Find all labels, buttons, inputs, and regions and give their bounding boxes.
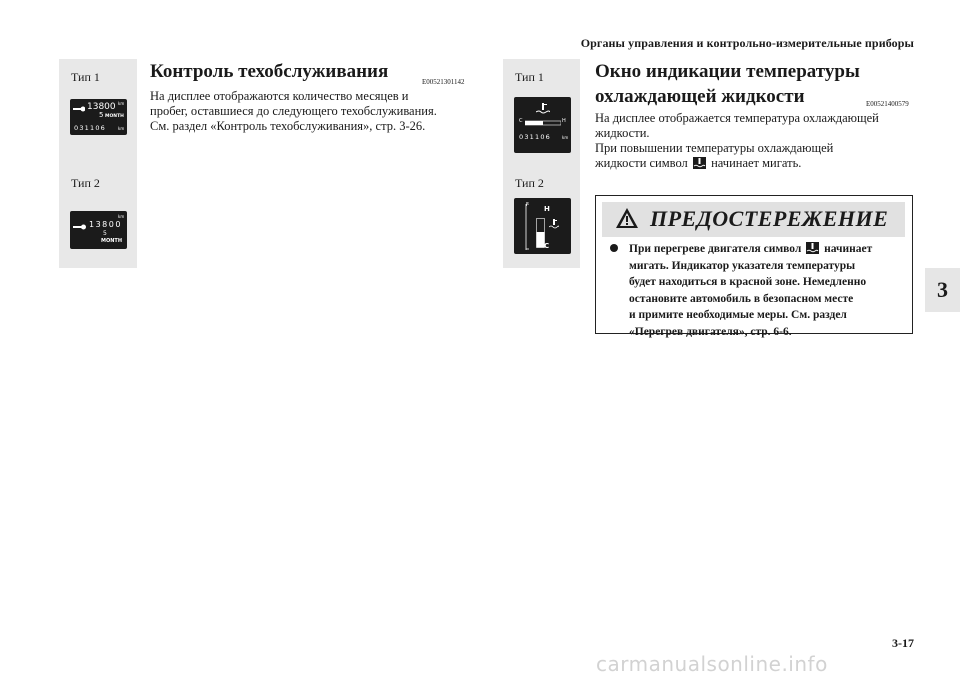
- coolant-temperature-icon: [806, 242, 819, 254]
- warning-box: [595, 195, 913, 338]
- coolant-temperature-icon: [693, 157, 706, 169]
- distance-unit: km: [118, 214, 125, 219]
- warning-line: «Перегрев двигателя», стр. 6-6.: [629, 325, 792, 338]
- title-line: Окно индикации температуры: [595, 61, 860, 82]
- page-number: 3-17: [892, 636, 914, 650]
- bullet-icon: [610, 244, 618, 252]
- hot-mark: H: [562, 118, 566, 124]
- wrench-icon: [73, 106, 85, 113]
- section-body-maintenance: [150, 89, 437, 134]
- coolant-display-type2: [514, 198, 571, 254]
- distance-unit: km: [118, 101, 125, 106]
- odometer: 031106: [74, 124, 107, 132]
- section-title-maintenance: Контроль техобслуживания: [150, 61, 389, 82]
- hot-mark: H: [544, 205, 550, 213]
- wrench-icon: [73, 224, 86, 231]
- title-line: охлаждающей жидкости: [595, 86, 805, 107]
- coolant-temperature-icon: [536, 103, 550, 115]
- warning-triangle-icon: [615, 207, 639, 229]
- body-line: См. раздел «Контроль техобслуживания», стр. 3-26.: [150, 119, 426, 133]
- body-line: При повышении температуры охлаждающей: [595, 141, 834, 155]
- text-span: жидкости символ: [595, 156, 688, 170]
- coolant-figure-panel: [503, 59, 580, 268]
- warning-line: и примите необходимые меры. См. раздел: [629, 309, 847, 321]
- watermark: carmanualsonline.info: [596, 652, 828, 676]
- body-line: [595, 156, 879, 171]
- warning-line: остановите автомобиль в безопасном месте: [629, 292, 854, 305]
- cold-mark: C: [544, 242, 550, 250]
- warning-header: [602, 202, 905, 237]
- section-code: E00521301142: [422, 78, 465, 86]
- warning-line: мигать. Индикатор указателя температуры: [629, 259, 856, 272]
- remaining-months: 5: [99, 111, 104, 119]
- warning-line: [610, 241, 872, 258]
- body-line: жидкости.: [595, 126, 650, 140]
- warning-title: ПРЕДОСТЕРЕЖЕНИЕ: [650, 206, 889, 231]
- type2-label: Тип 2: [515, 176, 544, 190]
- month-label: MONTH: [105, 114, 124, 119]
- coolant-temperature-icon: [549, 219, 559, 230]
- body-line: На дисплее отображаются количество месяцев и: [150, 89, 409, 103]
- running-header: Органы управления и контрольно-измерительные приборы: [580, 36, 914, 50]
- odometer: 031106: [519, 133, 552, 141]
- type1-label: Тип 1: [515, 70, 544, 84]
- fuel-gauge-bar: [525, 204, 530, 250]
- remaining-distance: 13800: [89, 220, 122, 229]
- text-span: начинает мигать.: [711, 156, 802, 170]
- section-code: E00521400579: [866, 100, 909, 108]
- odometer-unit: km: [118, 126, 125, 131]
- remaining-months: 5: [103, 230, 107, 237]
- remaining-distance: 13800: [87, 102, 116, 112]
- text-span: При перегреве двигателя символ: [629, 243, 802, 255]
- maintenance-display-type2: [70, 211, 127, 249]
- type2-label: Тип 2: [71, 176, 100, 190]
- maintenance-display-type1: [70, 99, 127, 135]
- text-span: начинает: [824, 243, 873, 255]
- odometer-unit: km: [562, 135, 569, 140]
- coolant-display-type1: [514, 97, 571, 153]
- body-line: пробег, оставшиеся до следующего техобслуживания.: [150, 104, 437, 118]
- warning-text: [610, 241, 872, 340]
- chapter-tab: 3: [925, 268, 960, 312]
- warning-line: будет находиться в красной зоне. Немедленно: [629, 276, 867, 288]
- type1-label: Тип 1: [71, 70, 100, 84]
- cold-mark: C: [519, 118, 523, 124]
- section-body-coolant: [595, 111, 879, 171]
- full-mark: F: [526, 202, 529, 208]
- temperature-bar-gauge: [525, 120, 561, 126]
- month-label: MONTH: [101, 238, 123, 244]
- section-title-coolant: [595, 59, 860, 109]
- maintenance-figure-panel: [59, 59, 137, 268]
- body-line: На дисплее отображается температура охлаждающей: [595, 111, 879, 125]
